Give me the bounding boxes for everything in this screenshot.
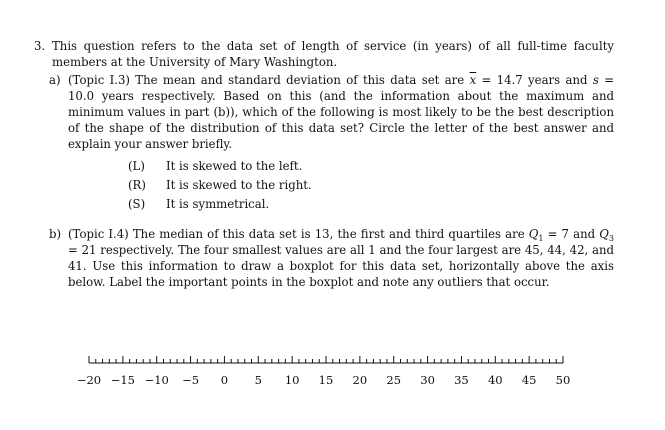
part-a-text-1: (Topic I.3) The mean and standard deviation of this data set are (68, 73, 470, 87)
q1-letter: Q (528, 227, 539, 241)
part-b-text-1: (Topic I.4) The median of this data set is 13, the first and third quartiles are (68, 227, 529, 241)
tick-label: 40 (487, 373, 503, 387)
choice-label: (R) (128, 177, 146, 192)
tick-label: 25 (386, 373, 402, 387)
question-number: 3. (34, 39, 46, 53)
q3-subscript: 3 (608, 234, 614, 243)
choice-text: It is skewed to the left. (166, 158, 303, 173)
tick-label: 20 (352, 373, 368, 387)
xbar-symbol: $\overline{x}$ (469, 73, 477, 87)
tick-label: 35 (454, 373, 469, 387)
tick-label: 5 (254, 373, 262, 387)
tick-label: 10 (284, 373, 300, 387)
part-b-text-3: = 21 respectively. The four smallest values are all 1 and the four largest are 45, 44, 42, and 41. Use this information to draw a boxplot for this data set, horizontally above the axis below. Label the important points in the boxplot and note any outliers that occur. (68, 243, 614, 289)
choice-label: (S) (128, 196, 146, 211)
choice-text: It is symmetrical. (166, 196, 270, 211)
s-symbol: s (592, 73, 599, 87)
choice-label: (L) (128, 158, 145, 173)
tick-label: −5 (182, 373, 200, 387)
part-b-label: b) (49, 227, 62, 241)
q3-letter: Q (599, 227, 609, 241)
tick-label: 30 (420, 373, 435, 387)
q1-subscript: 1 (538, 234, 544, 243)
tick-label: 0 (220, 373, 229, 387)
tick-label: −20 (76, 373, 102, 387)
tick-label: 45 (521, 373, 537, 387)
part-a-text-3: = 10.0 years respectively. Based on this (and the information about the maximum and minimum values in part (b)), which of the following is most likely to be the best description of the shape of the distribution of this data set? Circle the letter of the best answer and explain your answer briefly. (68, 73, 614, 151)
tick-label: 15 (318, 373, 334, 387)
tick-label: 50 (555, 373, 571, 387)
part-a-label: a) (49, 73, 61, 87)
part-b-text-2: = 7 and (543, 227, 600, 241)
tick-label: −15 (110, 373, 135, 387)
question-intro: This question refers to the data set of length of service (in years) of all full-time faculty members at the University of Mary Washington. (52, 39, 614, 69)
part-a-text-2: = 14.7 years and (476, 73, 593, 87)
choice-text: It is skewed to the right. (166, 177, 312, 192)
tick-label: −10 (144, 373, 169, 387)
